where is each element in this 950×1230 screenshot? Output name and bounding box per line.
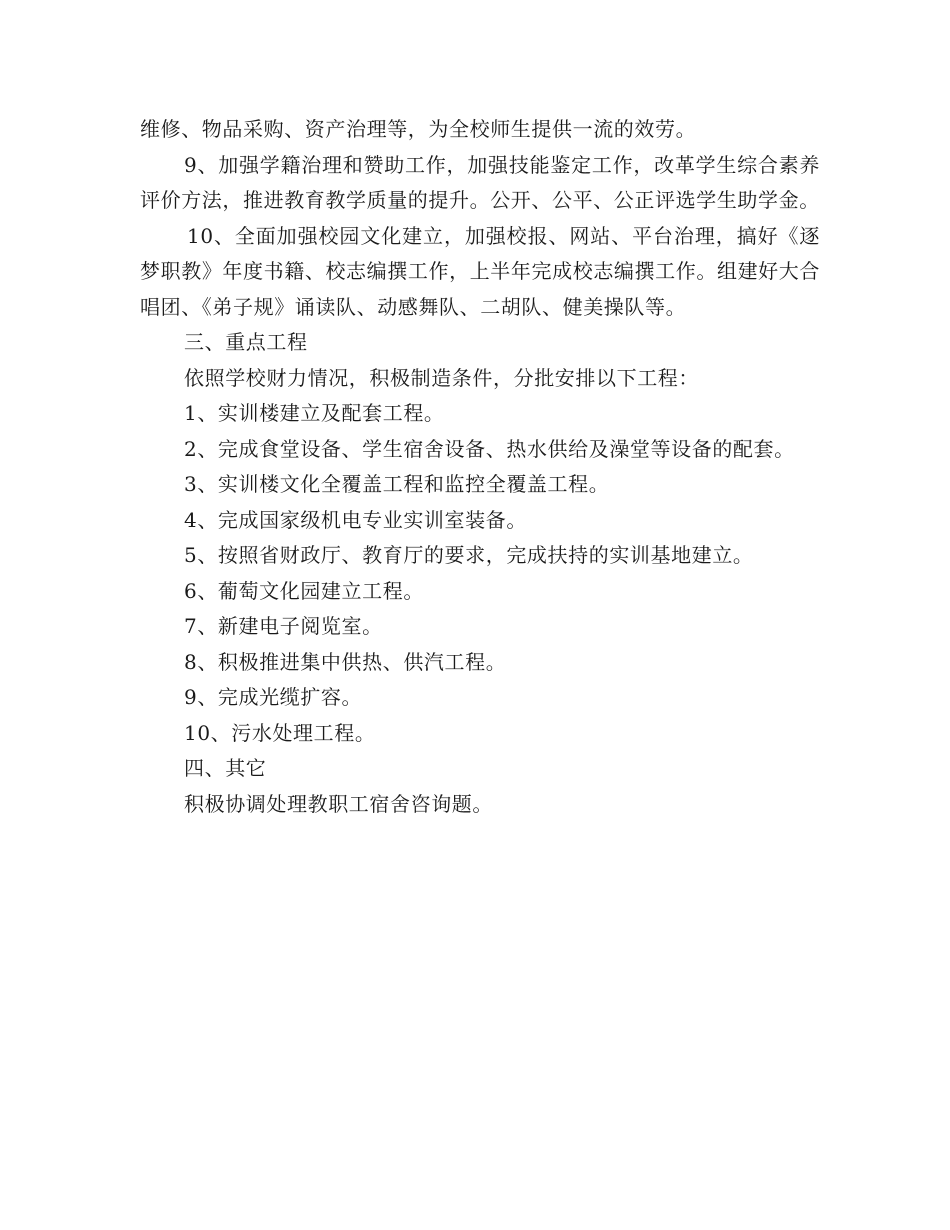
- paragraph-other-content: 积极协调处理教职工宿舍咨询题。: [184, 791, 493, 816]
- paragraph-item-10: 10、全面加强校园文化建立，加强校报、网站、平台治理，搞好《逐梦职教》年度书籍、校志编撰工作，上半年完成校志编撰工作。组建好大合唱团、《弟子规》诵读队、动感舞队、二胡队、健美操队等。: [140, 223, 820, 319]
- project-item-4: 4、完成国家级机电专业实训室装备。: [184, 507, 527, 532]
- project-item-6: 6、葡萄文化园建立工程。: [184, 578, 424, 603]
- project-item-7: 7、新建电子阅览室。: [184, 614, 383, 638]
- section-heading-key-projects: 三、重点工程: [184, 330, 308, 354]
- project-item-5: 5、按照省财政厅、教育厅的要求，完成扶持的实训基地建立。: [184, 543, 754, 567]
- project-item-10: 10、污水处理工程。: [184, 720, 376, 745]
- document-page: [140, 112, 820, 822]
- paragraph-continuation: 维修、物品采购、资产治理等，为全校师生提供一流的效劳。: [140, 117, 697, 141]
- section-heading-other: 四、其它: [184, 756, 267, 780]
- paragraph-item-9: 9、加强学籍治理和赞助工作，加强技能鉴定工作，改革学生综合素养评价方法，推进教育教学质量的提升。公开、公平、公正评选学生助学金。: [140, 152, 820, 212]
- project-item-8: 8、积极推进集中供热、供汽工程。: [184, 649, 507, 674]
- project-item-9: 9、完成光缆扩容。: [184, 685, 363, 709]
- project-item-2: 2、完成食堂设备、学生宿舍设备、热水供给及澡堂等设备的配套。: [184, 436, 795, 461]
- project-item-1: 1、实训楼建立及配套工程。: [184, 401, 445, 425]
- project-item-3: 3、实训楼文化全覆盖工程和监控全覆盖工程。: [184, 472, 610, 496]
- paragraph-projects-intro: 依照学校财力情况，积极制造条件，分批安排以下工程：: [184, 365, 699, 390]
